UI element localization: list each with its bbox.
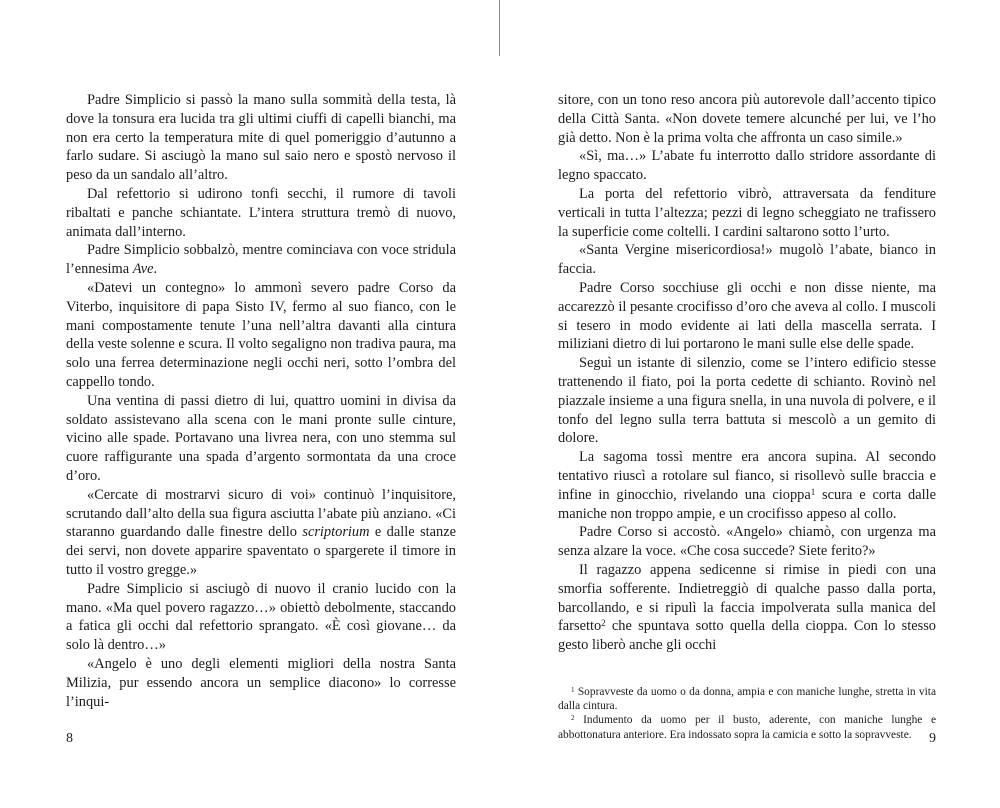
paragraph: «Datevi un contegno» lo ammonì severo padre Corso da Viterbo, inquisitore di papa Sisto IV, fermo al suo fianco, con le mani compostamente tenute l’una nell’altra davanti alla cintura della veste solenne e scura. Il volto segaligno non tradiva paura, ma solo una ferrea determinazione negli occhi neri, sotto l’ombra del cappello tondo. xyxy=(66,279,456,390)
paragraph: Padre Simplicio sobbalzò, mentre cominciava con voce stridula l’ennesima Ave. xyxy=(66,242,456,278)
page-number-right: 9 xyxy=(929,731,936,746)
italic-term: scriptorium xyxy=(302,524,370,541)
footnote-marker: 1 xyxy=(810,486,816,497)
footnote-marker: 2 xyxy=(571,714,575,723)
paragraph: Seguì un istante di silenzio, come se l’intero edificio stesse trattenendo il fiato, poi la porta cedette di schianto. Rovinò nel piazzale insieme a una figura snella, in una nuvola di polvere, e il tonfo del legno sulla terra battuta si mescolò a un gemito di dolore. xyxy=(558,355,936,447)
paragraph: «Santa Vergine misericordiosa!» mugolò l’abate, bianco in faccia. xyxy=(558,242,936,278)
paragraph: Una ventina di passi dietro di lui, quattro uomini in divisa da soldato assistevano alla scena con le mani pronte sulle cinture, vicino alle spade. Portavano una livrea nera, con uno stemma sul cuore raffigurante una spada d’argento sormontata da una croce d’oro. xyxy=(66,392,456,484)
paragraph: «Cercate di mostrarvi sicuro di voi» continuò l’inquisitore, scrutando dall’alto della sua figura asciutta l’abate più anziano. «Ci staranno guardando dalle finestre dello scriptorium e dalle stanze dei servi, non dovete apparire spaventato o spargerete il timore in tutto il vostro gregge.» xyxy=(66,486,456,578)
italic-term: Ave xyxy=(132,261,154,278)
footnotes xyxy=(558,685,936,742)
paragraph: La sagoma tossì mentre era ancora supina. Al secondo tentativo riuscì a rotolare sul fianco, si risollevò sulle braccia e infine in ginocchio, rivelando una cioppa$^1$ scura e corta dalle maniche non troppo ampie, e un crocifisso appeso al collo. xyxy=(558,449,937,522)
paragraph: Padre Simplicio si asciugò di nuovo il cranio lucido con la mano. «Ma quel povero ragazzo…» obiettò debolmente, staccando a fatica gli occhi dal refettorio sprangato. «È così giovane… da solo là dentro…» xyxy=(66,580,456,654)
page-right-text xyxy=(558,0,936,655)
footnote-marker: 2 xyxy=(601,618,606,629)
paragraph: La porta del refettorio vibrò, attraversata da fenditure verticali in tutta l’altezza; pezzi di legno scheggiato ne trafissero la superficie come coltelli. I cardini saltarono sotto l’urto. xyxy=(558,185,936,240)
page-gutter-divider xyxy=(499,0,500,56)
paragraph: Padre Corso socchiuse gli occhi e non disse niente, ma accarezzò il pesante crocifisso d’oro che aveva al collo. I muscoli si tesero in modo evidente ai lati della mascella serrata. I miliziani dietro di lui portarono le mani sulle else delle spade. xyxy=(558,279,936,353)
paragraph: sitore, con un tono reso ancora più autorevole dall’accento tipico della Città Santa. «Non dovete temere alcunché per lui, ve l’ho già detto. Non è la prima volta che affronta un caso simile.» xyxy=(558,92,936,146)
paragraph: «Sì, ma…» L’abate fu interrotto dallo stridore assordante di legno spaccato. xyxy=(558,148,936,184)
page-left xyxy=(66,0,456,808)
paragraph: Il ragazzo appena sedicenne si rimise in piedi con una smorfia sofferente. Indietreggiò di qualche passo dalla porta, barcollando, e si ripulì la faccia impolverata sulla manica del farsetto$^2$ che spuntava sotto quella della cioppa. Con lo stesso gesto liberò anche gli occhi xyxy=(558,561,936,654)
paragraph: Padre Corso si accostò. «Angelo» chiamò, con urgenza ma senza alzare la voce. «Che cosa succede? Siete ferito?» xyxy=(558,524,936,560)
paragraph: Dal refettorio si udirono tonfi secchi, il rumore di tavoli ribaltati e panche schiantate. L’intera struttura tremò di nuovo, animata dall’interno. xyxy=(66,185,456,240)
paragraph: Padre Simplicio si passò la mano sulla sommità della testa, là dove la tonsura era lucida tra gli ultimi ciuffi di capelli bianchi, ma non era certo la temperatura mite di quel pomeriggio d’autunno a farlo sudare. Si asciugò la mano sul saio nero e spostò nervoso il peso da un sandalo all’altro. xyxy=(66,92,456,184)
paragraph: «Angelo è uno degli elementi migliori della nostra Santa Milizia, pur essendo ancora un semplice diacono» lo corresse l’inqui- xyxy=(66,655,456,710)
footnote: $^1$ Sopravveste da uomo o da donna, ampia e con maniche lunghe, stretta in vita dalla cintura. xyxy=(558,685,936,713)
page-left-text xyxy=(66,0,456,711)
footnote-marker: 1 xyxy=(571,685,575,694)
page-number-left: 8 xyxy=(66,731,73,746)
page-right xyxy=(558,0,936,808)
footnote: $^2$ Indumento da uomo per il busto, aderente, con maniche lunghe e abbottonatura anteriore. Era indossato sopra la camicia e sotto la sopravveste. xyxy=(558,714,936,741)
